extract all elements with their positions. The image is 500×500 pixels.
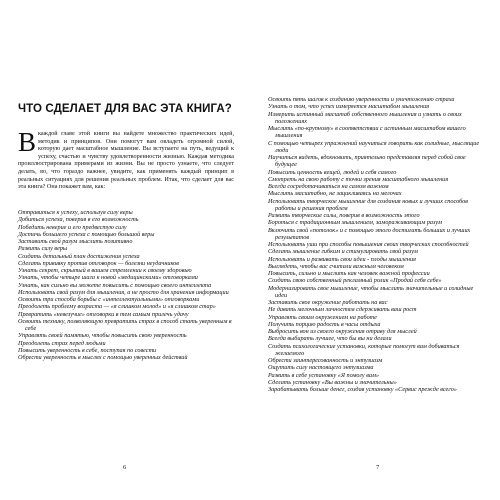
list-item: Победить неверие и его предвестую силу	[18, 223, 127, 231]
list-item: Узнать, как сильно вы можете повысить с помощью своего интеллекта	[18, 281, 212, 289]
list-item: Управлять своей памятью, чтобы повысить свою уверенность	[18, 332, 187, 340]
intro-text: каждой главе этой книги вы найдете множество практических идей, методик и принципов. Они помогут вам овладеть огромной силой, которую дает масштабное мышление. Вы вступаете на путь, ведущий к успеху, счастью и чувству удовлетворенности жизнью. Каждая методика проиллюстрирована примерами из жизни. Вы не просто узнаете, что следует делать, во, что гораздо важнее, увидите, как применять каждый принцип в реальных ситуациях для решения реальных проблем. Итак, что сделает для вас эта книга? Она покажет вам, как:	[18, 130, 234, 191]
list-item: Освоить три способа борьбы с «интеллектуальными» отговорками	[18, 296, 200, 303]
list-item: Включить свой «потолок» и с помощью этого достигать больших и лучших результатов	[268, 226, 471, 241]
list-item: Освоить технику, позволяющую превратить страх в способ стать уверенным в себе	[18, 317, 232, 332]
list-item: Развить творческие силы, поверив в возможность этого	[268, 212, 420, 219]
list-item: Преодолеть страх перед людьми	[18, 339, 106, 347]
list-item: Зарабатывать больше денег, создав установку «Сервис прежде всего»	[268, 386, 457, 393]
list-item: Развить силу веры	[18, 245, 68, 253]
list-item: Создать психологические установки, которые помогут вам добиваться желаемого	[268, 342, 460, 357]
list-item: Научиться видеть, вдохновить, приятельно представляя перед собой свое будущее	[268, 154, 466, 169]
benefits-list-right	[268, 96, 484, 393]
list-item: Смотреть на свою работу с точки зрения масштабного мышления	[268, 175, 449, 183]
list-item: Обрести заинтересованность и энтузиазм	[268, 357, 383, 364]
list-item: Превратить «невезучие» отговорки в тем самым прилечь удачу	[18, 310, 189, 318]
list-item: Управлять своим окружением на работе	[268, 313, 377, 321]
list-item: Заставить свое окружение работать на вас	[268, 299, 388, 306]
list-item: Выбросить вон из своего окружения отраву для мыслей	[268, 328, 417, 335]
list-item: Получить порцию радость в часы отдыха	[268, 320, 381, 328]
list-item: Отправиться к успеху, используя силу веры	[18, 209, 133, 216]
list-item: Использовать свой разум для мышления, а не просто для хранения информации	[18, 288, 229, 296]
page-number-right: 7	[376, 464, 380, 471]
list-item: Использовать уши при способы повышения своих творческих способностей	[268, 241, 469, 248]
list-item: Модернизировать свое мышление, чтобы мыслить значительные и солидные идеи	[268, 284, 474, 299]
list-item: Заставить свой разум мыслить позитивно	[18, 238, 133, 245]
list-item: С помощью четырех упражнений научиться говорить как солидные, мыслящие люди	[268, 139, 480, 154]
list-item: Ощутить силу настоящего энтузиазма	[268, 364, 374, 372]
list-item: Сделать установку «Вы важны и значительны»	[268, 378, 397, 386]
list-item: Создать детальный план достижения успеха	[18, 252, 140, 260]
chapter-title: ЧТО СДЕЛАЕТ ДЛЯ ВАС ЭТА КНИГА?	[18, 103, 232, 115]
list-item: Повысить ценность вещей, людей и себя самого	[268, 168, 397, 176]
drop-cap: В	[18, 127, 37, 157]
list-item: Достичь большего успеха с помощью большой веры	[18, 230, 155, 238]
list-item: Выглядеть, чтобы вас считали важным человеком	[268, 262, 404, 270]
list-item: Узнать секрет, скрытый в вашем стремлении к своему здоровью	[18, 267, 192, 274]
list-item: Создать свою собственный рекламный ролик «Продай себя себе»	[268, 277, 442, 285]
list-item: Повысить уверенность в себе, поступая по совести	[18, 346, 157, 354]
list-item: Мыслить «по-крупному» в соответствии с истинным масштабом вашего мышления	[268, 125, 466, 140]
list-item: Всегда выбирать лучшее, что бы вы ни делали	[268, 335, 392, 343]
list-item: Повысить, сильно и мыслить как человек важной профессии	[268, 270, 430, 277]
list-item: Преодолеть проблему возраста — «я слишком молод» и «я слишком стар»	[18, 303, 216, 311]
list-item: Развить в себе установку «Я помогу вам»	[268, 371, 379, 379]
list-item: Сделать прививку против отговорок — болезни неудачников	[18, 259, 179, 267]
list-item: Обрести уверенность в мыслях с помощью уверенных действий	[18, 354, 188, 361]
right-page	[250, 0, 500, 500]
list-item: Не давать мелочным личностям сдерживать ваш рост	[268, 306, 417, 314]
intro-paragraph	[18, 127, 234, 191]
list-item: Освоить пять шагов к созданию уверенности и уничтожению страха	[268, 96, 455, 103]
list-item: Использовать и развивать свои идеи - плоды мышления	[268, 255, 416, 263]
list-item: Сделать мышление гибким и стимулировать свой разум	[268, 248, 418, 256]
list-item: Узнать, чтобы четыре шага к новой «медицинскими» отговорками	[18, 274, 198, 282]
page-number-left: 6	[123, 464, 127, 471]
list-item: Всегда сосредотачиваться на самом важном	[268, 183, 389, 190]
list-item: Мыслить масштабно, не зацикливаясь на мелочах	[268, 190, 402, 198]
benefits-list-left	[18, 209, 234, 361]
list-item: Измерить истинный масштаб собственного мышления и узнать о своих положениях	[268, 110, 462, 125]
list-item: Бороться с традиционным мышлением, замораживающим разум	[268, 219, 442, 227]
list-item: Использовать творческое мышление для создания новых и лучших способов работы и решения проблем	[268, 197, 468, 212]
list-item: Добиться успеха, поверив в его возможность	[18, 216, 139, 224]
list-item: Узнать о том, что успех измеряется масштабом мышления	[268, 103, 430, 111]
